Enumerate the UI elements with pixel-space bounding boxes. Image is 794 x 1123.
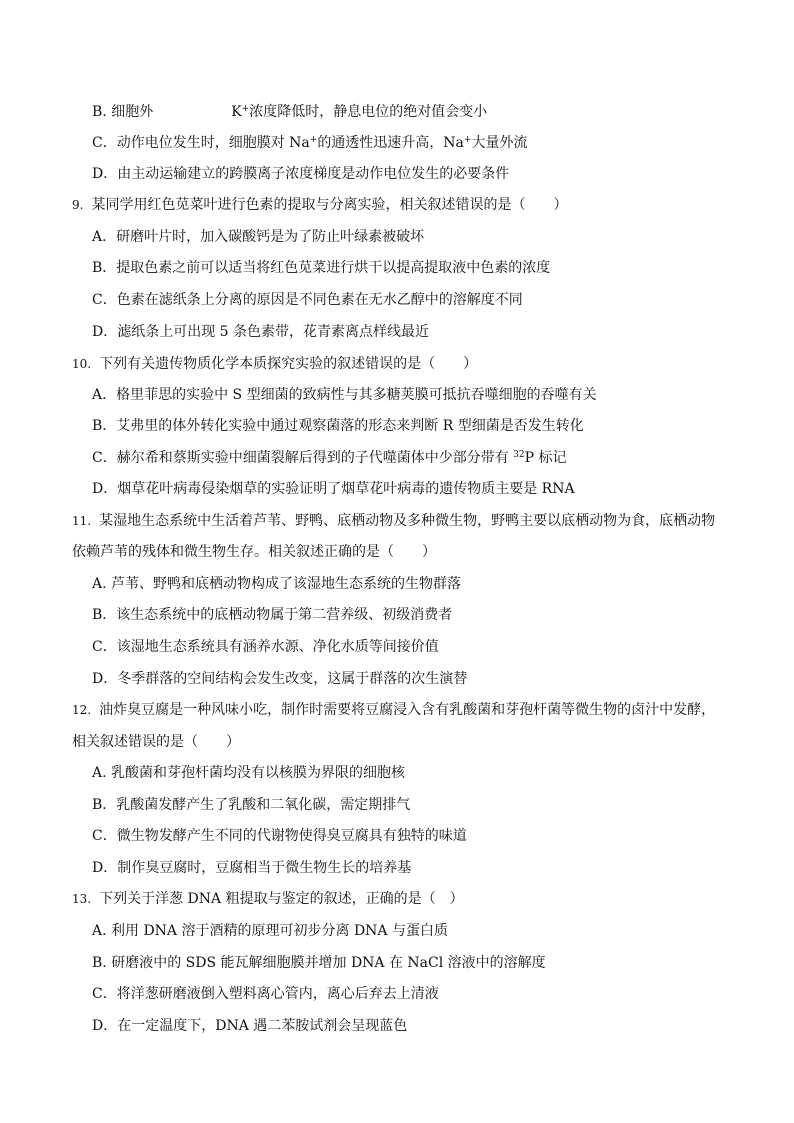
q9-stem: 9. 某同学用红色苋菜叶进行色素的提取与分离实验，相关叙述错误的是（ ） [72,197,568,213]
q13-option-b: B. 研磨液中的 SDS 能瓦解细胞膜并增加 DNA 在 NaCl 溶液中的溶解度 [92,955,546,971]
q8-option-d: D．由主动运输建立的跨膜离子浓度梯度是动作电位发生的必要条件 [92,166,510,182]
q12-option-d: D．制作臭豆腐时，豆腐相当于微生物生长的培养基 [92,860,412,876]
q12-option-a: A. 乳酸菌和芽孢杆菌均没有以核膜为界限的细胞核 [92,765,406,781]
q10-stem: 10. 下列有关遗传物质化学本质探究实验的叙述错误的是（ ） [72,356,478,372]
q12-stem-continued: 相关叙述错误的是（ ） [72,734,240,750]
q11-stem: 11. 某湿地生态系统中生活着芦苇、野鸭、底栖动物及多种微生物，野鸭主要以底栖动物为食，底栖动物 [72,513,716,529]
q10-option-c: C．赫尔希和蔡斯实验中细菌裂解后得到的子代噬菌体中少部分带有 $^{32}$P 标记 [92,450,567,466]
q8-option-c: C．动作电位发生时，细胞膜对 Na+的通透性迅速升高，Na+大量外流 [92,135,528,151]
q9-option-c: C．色素在滤纸条上分离的原因是不同色素在无水乙醇中的溶解度不同 [92,292,523,308]
q11-option-c: C．该湿地生态系统具有涵养水源、净化水质等间接价值 [92,639,439,655]
q8-option-b: B. 细胞外 K+浓度降低时，静息电位的绝对值会变小 [92,104,488,120]
q13-option-a: A. 利用 DNA 溶于酒精的原理可初步分离 DNA 与蛋白质 [92,923,448,939]
q10-option-d: D．烟草花叶病毒侵染烟草的实验证明了烟草花叶病毒的遗传物质主要是 RNA [92,481,575,497]
q12-stem: 12. 油炸臭豆腐是一种风味小吃，制作时需要将豆腐浸入含有乳酸菌和芽孢杆菌等微生物的卤汁中发酵， [72,702,716,718]
q9-option-b: B．提取色素之前可以适当将红色苋菜进行烘干以提高提取液中色素的浓度 [92,260,551,276]
q9-option-a: A．研磨叶片时，加入碳酸钙是为了防止叶绿素被破坏 [92,229,425,245]
q11-option-b: B．该生态系统中的底栖动物属于第二营养级、初级消费者 [92,607,453,623]
q10-option-a: A．格里菲思的实验中 S 型细菌的致病性与其多糖荚膜可抵抗吞噬细胞的吞噬有关 [92,387,597,403]
q13-stem: 13. 下列关于洋葱 DNA 粗提取与鉴定的叙述，正确的是（ ） [72,891,464,907]
q12-option-b: B．乳酸菌发酵产生了乳酸和二氧化碳，需定期排气 [92,797,411,813]
q13-option-d: D．在一定温度下，DNA 遇二苯胺试剂会呈现蓝色 [92,1018,408,1034]
q12-option-c: C．微生物发酵产生不同的代谢物使得臭豆腐具有独特的味道 [92,828,467,844]
q10-option-b: B．艾弗里的体外转化实验中通过观察菌落的形态来判断 R 型细菌是否发生转化 [92,418,584,434]
q9-option-d: D．滤纸条上可出现 5 条色素带，花青素离点样线最近 [92,324,430,340]
q11-option-d: D．冬季群落的空间结构会发生改变，这属于群落的次生演替 [92,671,468,687]
q13-option-c: C．将洋葱研磨液倒入塑料离心管内，离心后弃去上清液 [92,986,439,1002]
q11-stem-continued: 依赖芦苇的残体和微生物生存。相关叙述正确的是（ ） [72,544,436,560]
q11-option-a: A. 芦苇、野鸭和底栖动物构成了该湿地生态系统的生物群落 [92,576,462,592]
